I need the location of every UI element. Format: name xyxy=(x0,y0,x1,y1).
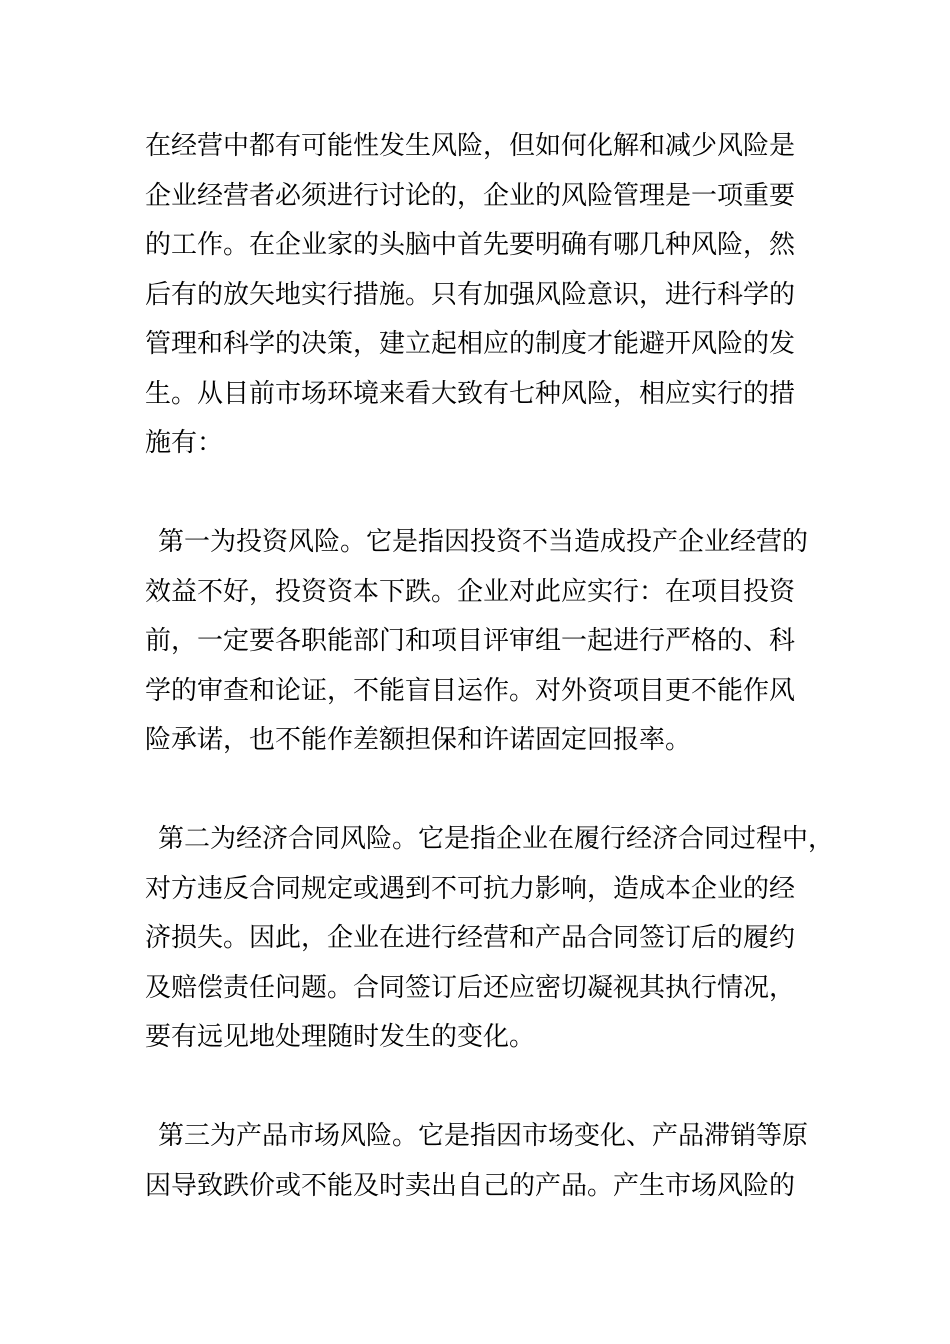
paragraph-spacer xyxy=(145,1063,825,1113)
text-line: 管理和科学的决策，建立起相应的制度才能避开风险的发 xyxy=(145,329,796,359)
document-body xyxy=(145,122,835,1211)
text-line: 险承诺，也不能作差额担保和许诺固定回报率。 xyxy=(145,725,692,755)
text-line: 的工作。在企业家的头脑中首先要明确有哪几种风险，然 xyxy=(145,230,796,260)
text-line: 济损失。因此，企业在进行经营和产品合同签订后的履约 xyxy=(145,923,796,953)
paragraph-contract-risk xyxy=(145,815,835,1063)
paragraph-spacer xyxy=(145,766,825,816)
text-line: 后有的放矢地实行措施。只有加强风险意识，进行科学的 xyxy=(145,279,796,310)
text-line: 及赔偿责任问题。合同签订后还应密切凝视其执行情况， xyxy=(145,972,796,1003)
text-line: 效益不好，投资资本下跌。企业对此应实行：在项目投资 xyxy=(145,576,796,607)
text-line: 前，一定要各职能部门和项目评审组一起进行严格的、科 xyxy=(145,626,796,656)
text-line: 要有远见地处理随时发生的变化。 xyxy=(145,1022,536,1052)
text-line: 第二为经济合同风险。它是指企业在履行经济合同过程中， xyxy=(158,824,835,854)
paragraph-market-risk xyxy=(145,1112,825,1211)
paragraph-intro xyxy=(145,122,825,469)
text-line: 在经营中都有可能性发生风险，但如何化解和减少风险是 xyxy=(145,131,796,161)
text-line: 第一为投资风险。它是指因投资不当造成投产企业经营的 xyxy=(158,527,809,557)
text-line: 学的审查和论证，不能盲目运作。对外资项目更不能作风 xyxy=(145,675,796,706)
text-line: 企业经营者必须进行讨论的，企业的风险管理是一项重要 xyxy=(145,180,796,211)
text-line: 施有： xyxy=(145,428,224,458)
text-line: 生。从目前市场环境来看大致有七种风险，相应实行的措 xyxy=(145,378,796,409)
text-line: 对方违反合同规定或遇到不可抗力影响，造成本企业的经 xyxy=(145,873,796,904)
paragraph-investment-risk xyxy=(145,518,825,766)
paragraph-spacer xyxy=(145,469,825,519)
text-line: 第三为产品市场风险。它是指因市场变化、产品滞销等原 xyxy=(158,1121,809,1151)
text-line: 因导致跌价或不能及时卖出自己的产品。产生市场风险的 xyxy=(145,1170,796,1201)
